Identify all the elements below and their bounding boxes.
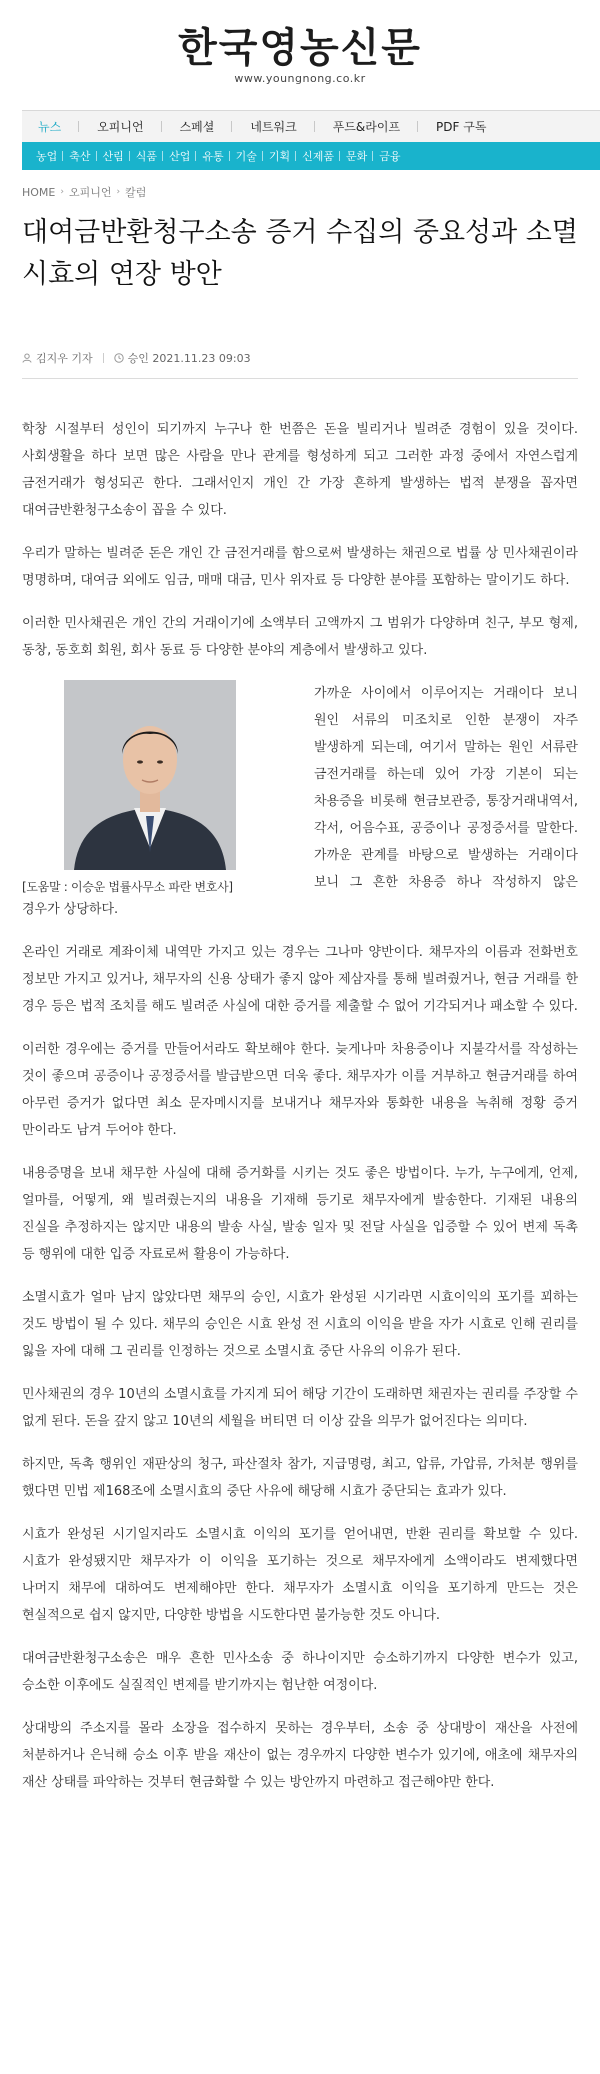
subnav-item-industry[interactable]: 산업: [163, 148, 196, 164]
article-paragraph: 민사채권의 경우 10년의 소멸시효를 가지게 되어 해당 기간이 도래하면 채권자는 권리를 주장할 수 없게 된다. 돈을 갚지 않고 10년의 세월을 버티면 더 이상 갚을 의무가 없어진다는 의미다.: [22, 1387, 578, 1429]
article-figure-block: [22, 680, 578, 923]
article-paragraph: 소멸시효가 얼마 남지 않았다면 채무의 승인, 시효가 완성된 시기라면 시효이익의 포기를 꾀하는 것도 방법이 될 수 있다. 채무의 승인은 시효 완성 전 시효의 이익을 받을 자가 시효로 인해 권리를 잃을 자에 대해 그 권리를 인정하는 것으로 소멸시효 중단 사유의 이유가 된다.: [22, 1290, 578, 1359]
subnav-item-technology[interactable]: 기술: [230, 148, 263, 164]
article-author: 김지우 기자: [36, 352, 93, 365]
article-paragraph: 대여금반환청구소송은 매우 흔한 민사소송 중 하나이지만 승소하기까지 다양한 변수가 있고, 승소한 이후에도 실질적인 변제를 받기까지는 험난한 여정이다.: [22, 1651, 578, 1693]
chevron-right-icon: ›: [116, 187, 121, 197]
user-icon: [22, 353, 32, 363]
subnav-item-new-products[interactable]: 신제품: [296, 148, 340, 164]
breadcrumb: [22, 184, 146, 200]
masthead: [0, 0, 600, 96]
main-nav: [22, 110, 600, 142]
subnav-item-food[interactable]: 식품: [130, 148, 163, 164]
article-paragraph: 가까운 사이에서 이루어지는 거래이다 보니 원인 서류의 미조치로 인한 분쟁이 자주 발생하게 되는데, 여기서 말하는 원인 서류란 금전거래를 하는데 있어 가장 기본이 되는 차용증을 비롯해 현금보관증, 통장거래내역서, 각서, 어음수표, 공증이나 공정증서를 말한다. 가까운 관계를 바탕으로 발생하는 거래이다 보니 그 흔한 차용증 하나 작성하지 않은 경우가 상당하다.: [22, 686, 578, 917]
sub-nav: [22, 142, 600, 170]
subnav-item-agriculture[interactable]: 농업: [30, 148, 63, 164]
subnav-item-forestry[interactable]: 산림: [97, 148, 130, 164]
article-paragraph: 이러한 민사채권은 개인 간의 거래이기에 소액부터 고액까지 그 범위가 다양하며 친구, 부모 형제, 동창, 동호회 회원, 회사 동료 등 다양한 분야의 계층에서 발생하고 있다.: [22, 616, 578, 658]
article-paragraph: 내용증명을 보내 채무한 사실에 대해 증거화를 시키는 것도 좋은 방법이다. 누가, 누구에게, 언제, 얼마를, 어떻게, 왜 빌려줬는지의 내용을 기재해 등기로 채무자에게 발송한다. 기재된 내용의 진실을 추정하지는 않지만 내용의 발송 사실, 발송 일자 및 전달 사실을 입증할 수 있어 변제 독촉 등 행위에 대한 입증 자료로써 활용이 가능하다.: [22, 1166, 578, 1262]
chevron-right-icon: ›: [60, 187, 64, 197]
article-paragraph: 시효가 완성된 시기일지라도 소멸시효 이익의 포기를 얻어내면, 반환 권리를 확보할 수 있다. 시효가 완성됐지만 채무자가 이 이익을 포기하는 것으로 채무자에게 소액이라도 변제했다면 나머지 채무에 대하여도 변제해야만 한다. 채무자가 소멸시효 이익을 포기하게 만드는 것은 현실적으로 쉽지 않지만, 다양한 방법을 시도한다면 불가능한 것도 아니다.: [22, 1527, 578, 1623]
article-body: [22, 416, 578, 1812]
article-paragraph: 상대방의 주소지를 몰라 소장을 접수하지 못하는 경우부터, 소송 중 상대방이 재산을 사전에 처분하거나 은닉해 승소 이후 받을 재산이 없는 경우까지 다양한 변수가 있기에, 애초에 채무자의 재산 상태를 파악하는 것부터 현금화할 수 있는 방안까지 마련하고 접근해야만 한다.: [22, 1721, 578, 1790]
photo-caption: [도움말 : 이승운 법률사무소 파란 변호사]: [22, 880, 233, 894]
subnav-item-distribution[interactable]: 유통: [196, 148, 229, 164]
article-paragraph: 우리가 말하는 빌려준 돈은 개인 간 금전거래를 함으로써 발생하는 채권으로 법률 상 민사채권이라 명명하며, 대여금 외에도 임금, 매매 대금, 민사 위자료 등 다양한 분야를 포함하는 말이기도 하다.: [22, 546, 578, 588]
article-date: 승인 2021.11.23 09:03: [127, 352, 251, 365]
breadcrumb-opinion[interactable]: 오피니언: [68, 186, 112, 199]
nav-item-special[interactable]: 스페셜: [180, 118, 233, 135]
article-paragraph: 학창 시절부터 성인이 되기까지 누구나 한 번쯤은 돈을 빌리거나 빌려준 경험이 있을 것이다. 사회생활을 하다 보면 많은 사람을 만나 관계를 형성하게 되고 그러한 과정 중에서 자연스럽게 금전거래가 형성되곤 한다. 그래서인지 개인 간 가장 흔하게 발생하는 법적 분쟁을 꼽자면 대여금반환청구소송이 꼽을 수 있다.: [22, 422, 578, 518]
clock-icon: [114, 353, 124, 363]
nav-item-news[interactable]: 뉴스: [38, 118, 79, 135]
site-url: www.youngnong.co.kr: [234, 72, 366, 85]
header-divider: [22, 378, 578, 379]
breadcrumb-column[interactable]: 칼럼: [125, 186, 147, 199]
subnav-item-livestock[interactable]: 축산: [63, 148, 96, 164]
article-paragraph: 이러한 경우에는 증거를 만들어서라도 확보해야 한다. 늦게나마 차용증이나 지불각서를 작성하는 것이 좋으며 공증이나 공정증서를 발급받으면 더욱 좋다. 채무자가 이를 거부하고 현금거래를 하여 아무런 증거가 없다면 최소 문자메시지를 보내거나 채무자와 통화한 내용을 녹취해 정황 증거 만이라도 남겨 두어야 한다.: [22, 1042, 578, 1138]
subnav-item-finance[interactable]: 금융: [379, 150, 401, 163]
meta-divider: [103, 353, 104, 363]
article-meta: [22, 350, 251, 366]
subnav-item-planning[interactable]: 기획: [263, 148, 296, 164]
article-title: 대여금반환청구소송 증거 수집의 중요성과 소멸시효의 연장 방안: [22, 217, 578, 290]
site-logo[interactable]: 한국영농신문: [178, 24, 422, 71]
article-paragraph: 온라인 거래로 계좌이체 내역만 가지고 있는 경우는 그나마 양반이다. 채무자의 이름과 전화번호 정보만 가지고 있거나, 채무자의 신용 상태가 좋지 않아 제삼자를 통해 빌려줬거나, 현금 거래를 한 경우 등은 법적 조치를 해도 빌려준 사실에 대한 증거를 제출할 수 없어 기각되거나 패소할 수 있다.: [22, 945, 578, 1014]
subnav-item-culture[interactable]: 문화: [340, 148, 373, 164]
article-figure: [22, 680, 298, 895]
article-paragraph: 하지만, 독촉 행위인 재판상의 청구, 파산절차 참가, 지급명령, 최고, 압류, 가압류, 가처분 행위를 했다면 민법 제168조에 소멸시효의 중단 사유에 해당해 시효가 중단되는 효과가 있다.: [22, 1457, 578, 1499]
lawyer-portrait-photo: [64, 680, 236, 870]
breadcrumb-home[interactable]: HOME: [22, 185, 56, 199]
nav-item-opinion[interactable]: 오피니언: [97, 118, 161, 135]
nav-item-pdf[interactable]: PDF 구독: [436, 120, 487, 134]
nav-item-network[interactable]: 네트워크: [250, 118, 314, 135]
nav-item-food-life[interactable]: 푸드&라이프: [333, 118, 418, 135]
